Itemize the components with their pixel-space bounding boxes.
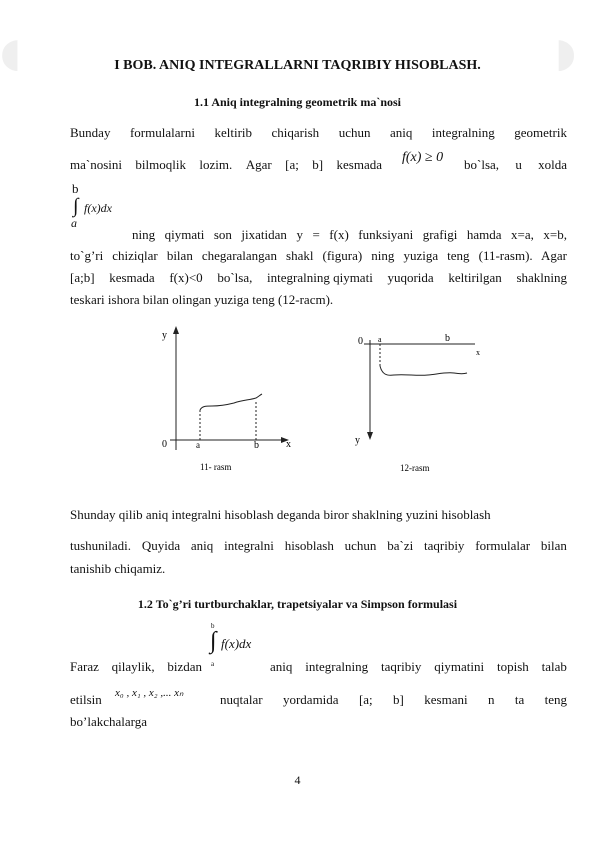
integral-lower-limit: a bbox=[71, 216, 77, 230]
word: Faraz bbox=[70, 659, 99, 674]
word: integralning bbox=[431, 125, 495, 140]
word: chiqarish bbox=[271, 125, 320, 140]
word: lozim. bbox=[199, 157, 233, 172]
word: integralning bbox=[305, 659, 369, 674]
page-number: 4 bbox=[294, 773, 301, 787]
word: shaklning bbox=[516, 270, 567, 285]
integral-formula bbox=[70, 183, 130, 231]
watermark-mark-right: ◗ bbox=[555, 30, 577, 76]
fig11-curve bbox=[200, 394, 262, 410]
para1-line1 bbox=[70, 125, 567, 140]
fig12-b-label: b bbox=[445, 333, 450, 344]
fig12-y-label: y bbox=[355, 435, 360, 446]
word: integralning qiymati bbox=[267, 270, 373, 285]
figure-12 bbox=[350, 330, 500, 475]
word: yuqorida bbox=[387, 270, 434, 285]
chapter-title: I BOB. ANIQ INTEGRALLARNI TAQRIBIY HISOBLASH. bbox=[114, 58, 481, 73]
para1-line3: ning qiymati son jixatidan y = f(x) funksiyani grafigi hamda x=a, x=b, bbox=[132, 227, 567, 242]
fig11-a-label: a bbox=[196, 440, 200, 450]
word: qilaylik, bbox=[111, 659, 155, 674]
word: n bbox=[487, 692, 495, 707]
word: bo`lsa, bbox=[217, 270, 253, 285]
word: Agar bbox=[245, 157, 272, 172]
word: ma`nosini bbox=[70, 157, 122, 172]
word: taqribiy bbox=[380, 659, 422, 674]
fig11-y-arrow-icon bbox=[173, 326, 179, 334]
fig12-y-arrow-icon bbox=[367, 432, 373, 440]
word: kesmada bbox=[336, 157, 382, 172]
word: xolda bbox=[538, 157, 567, 172]
fig11-y-label: y bbox=[162, 330, 167, 341]
integral2-upper-limit: b bbox=[211, 622, 215, 630]
section-title-1: 1.1 Aniq integralning geometrik ma`nosi bbox=[193, 95, 401, 109]
word: hisoblash bbox=[284, 538, 334, 553]
word: nuqtalar bbox=[220, 692, 263, 707]
word: etilsin bbox=[70, 692, 102, 707]
watermark-mark-left: ◖ bbox=[0, 30, 22, 76]
integral2-body: f(x)dx bbox=[221, 636, 252, 651]
integral-formula-2 bbox=[205, 622, 275, 670]
word: integralni bbox=[224, 538, 274, 553]
para1-line5 bbox=[70, 270, 567, 285]
integral2-lower-limit: a bbox=[211, 660, 215, 668]
word: uchun bbox=[338, 125, 371, 140]
word: kesmada bbox=[109, 270, 155, 285]
formula-points: x₀ , x₁ , x₂ ,... xₙ bbox=[115, 687, 184, 699]
word: ba`zi bbox=[387, 538, 414, 553]
fig11-b-label: b bbox=[254, 440, 259, 451]
fig12-a-label: a bbox=[378, 335, 382, 344]
fig12-curve bbox=[380, 366, 467, 375]
figure-11 bbox=[140, 320, 310, 475]
integral-upper-limit: b bbox=[72, 181, 79, 196]
para1-line4: to`g’ri chiziqlar bilan chegaralangan shakl (figura) ning yuziga teng (11-rasm). Agar bbox=[70, 248, 567, 263]
word: tushuniladi. bbox=[70, 538, 132, 553]
fig11-x-label: x bbox=[286, 439, 291, 450]
word: Bunday bbox=[70, 125, 111, 140]
fig12-caption: 12-rasm bbox=[400, 463, 430, 473]
word: bizdan bbox=[167, 659, 202, 674]
word: taqribiy bbox=[424, 538, 465, 553]
word: aniq bbox=[390, 125, 413, 140]
formula-fx-nonnegative: f(x) ≥ 0 bbox=[402, 150, 444, 165]
para3-line3: bo’lakchalarga bbox=[70, 714, 147, 729]
word: bilan bbox=[540, 538, 567, 553]
word: aniq bbox=[270, 659, 293, 674]
word: b] bbox=[393, 692, 404, 707]
para2-line2 bbox=[70, 538, 567, 553]
fig11-caption: 11- rasm bbox=[200, 462, 232, 472]
word: talab bbox=[541, 659, 567, 674]
word: Quyida bbox=[141, 538, 181, 553]
word: b] bbox=[312, 157, 324, 172]
word: formulalarni bbox=[129, 125, 195, 140]
word: teng bbox=[544, 692, 567, 707]
integral-body: f(x)dx bbox=[84, 201, 112, 215]
word: yordamida bbox=[282, 692, 339, 707]
word: formulalar bbox=[475, 538, 531, 553]
fig11-origin-label: 0 bbox=[162, 439, 167, 450]
word: [a; bbox=[358, 692, 373, 707]
word: keltirib bbox=[214, 125, 253, 140]
word: [a;b] bbox=[70, 270, 95, 285]
word: geometrik bbox=[514, 125, 567, 140]
word: topish bbox=[497, 659, 529, 674]
integral2-sign-icon: ∫ bbox=[210, 628, 217, 654]
word: ta bbox=[514, 692, 525, 707]
word: kesmani bbox=[424, 692, 468, 707]
word: aniq bbox=[190, 538, 214, 553]
word: bilmoqlik bbox=[135, 157, 186, 172]
fig12-origin-label: 0 bbox=[358, 336, 363, 347]
word: uchun bbox=[344, 538, 377, 553]
fig12-x-label: x bbox=[476, 348, 480, 357]
para2-line1: Shunday qilib aniq integralni hisoblash deganda biror shaklning yuzini hisoblash bbox=[70, 507, 491, 522]
word: qiymatini bbox=[434, 659, 485, 674]
word: keltirilgan bbox=[448, 270, 502, 285]
para2-line3: tanishib chiqamiz. bbox=[70, 561, 166, 576]
word: u bbox=[515, 157, 522, 172]
para1-line6: teskari ishora bilan olingan yuziga teng (12-racm). bbox=[70, 292, 334, 307]
word: [a; bbox=[285, 157, 299, 172]
word: bo`lsa, bbox=[464, 157, 500, 172]
word: f(x)<0 bbox=[169, 270, 203, 285]
section-title-2: 1.2 To`g’ri turtburchaklar, trapetsiyalar va Simpson formulasi bbox=[137, 597, 458, 611]
integral-sign-icon: ∫ bbox=[73, 195, 79, 217]
